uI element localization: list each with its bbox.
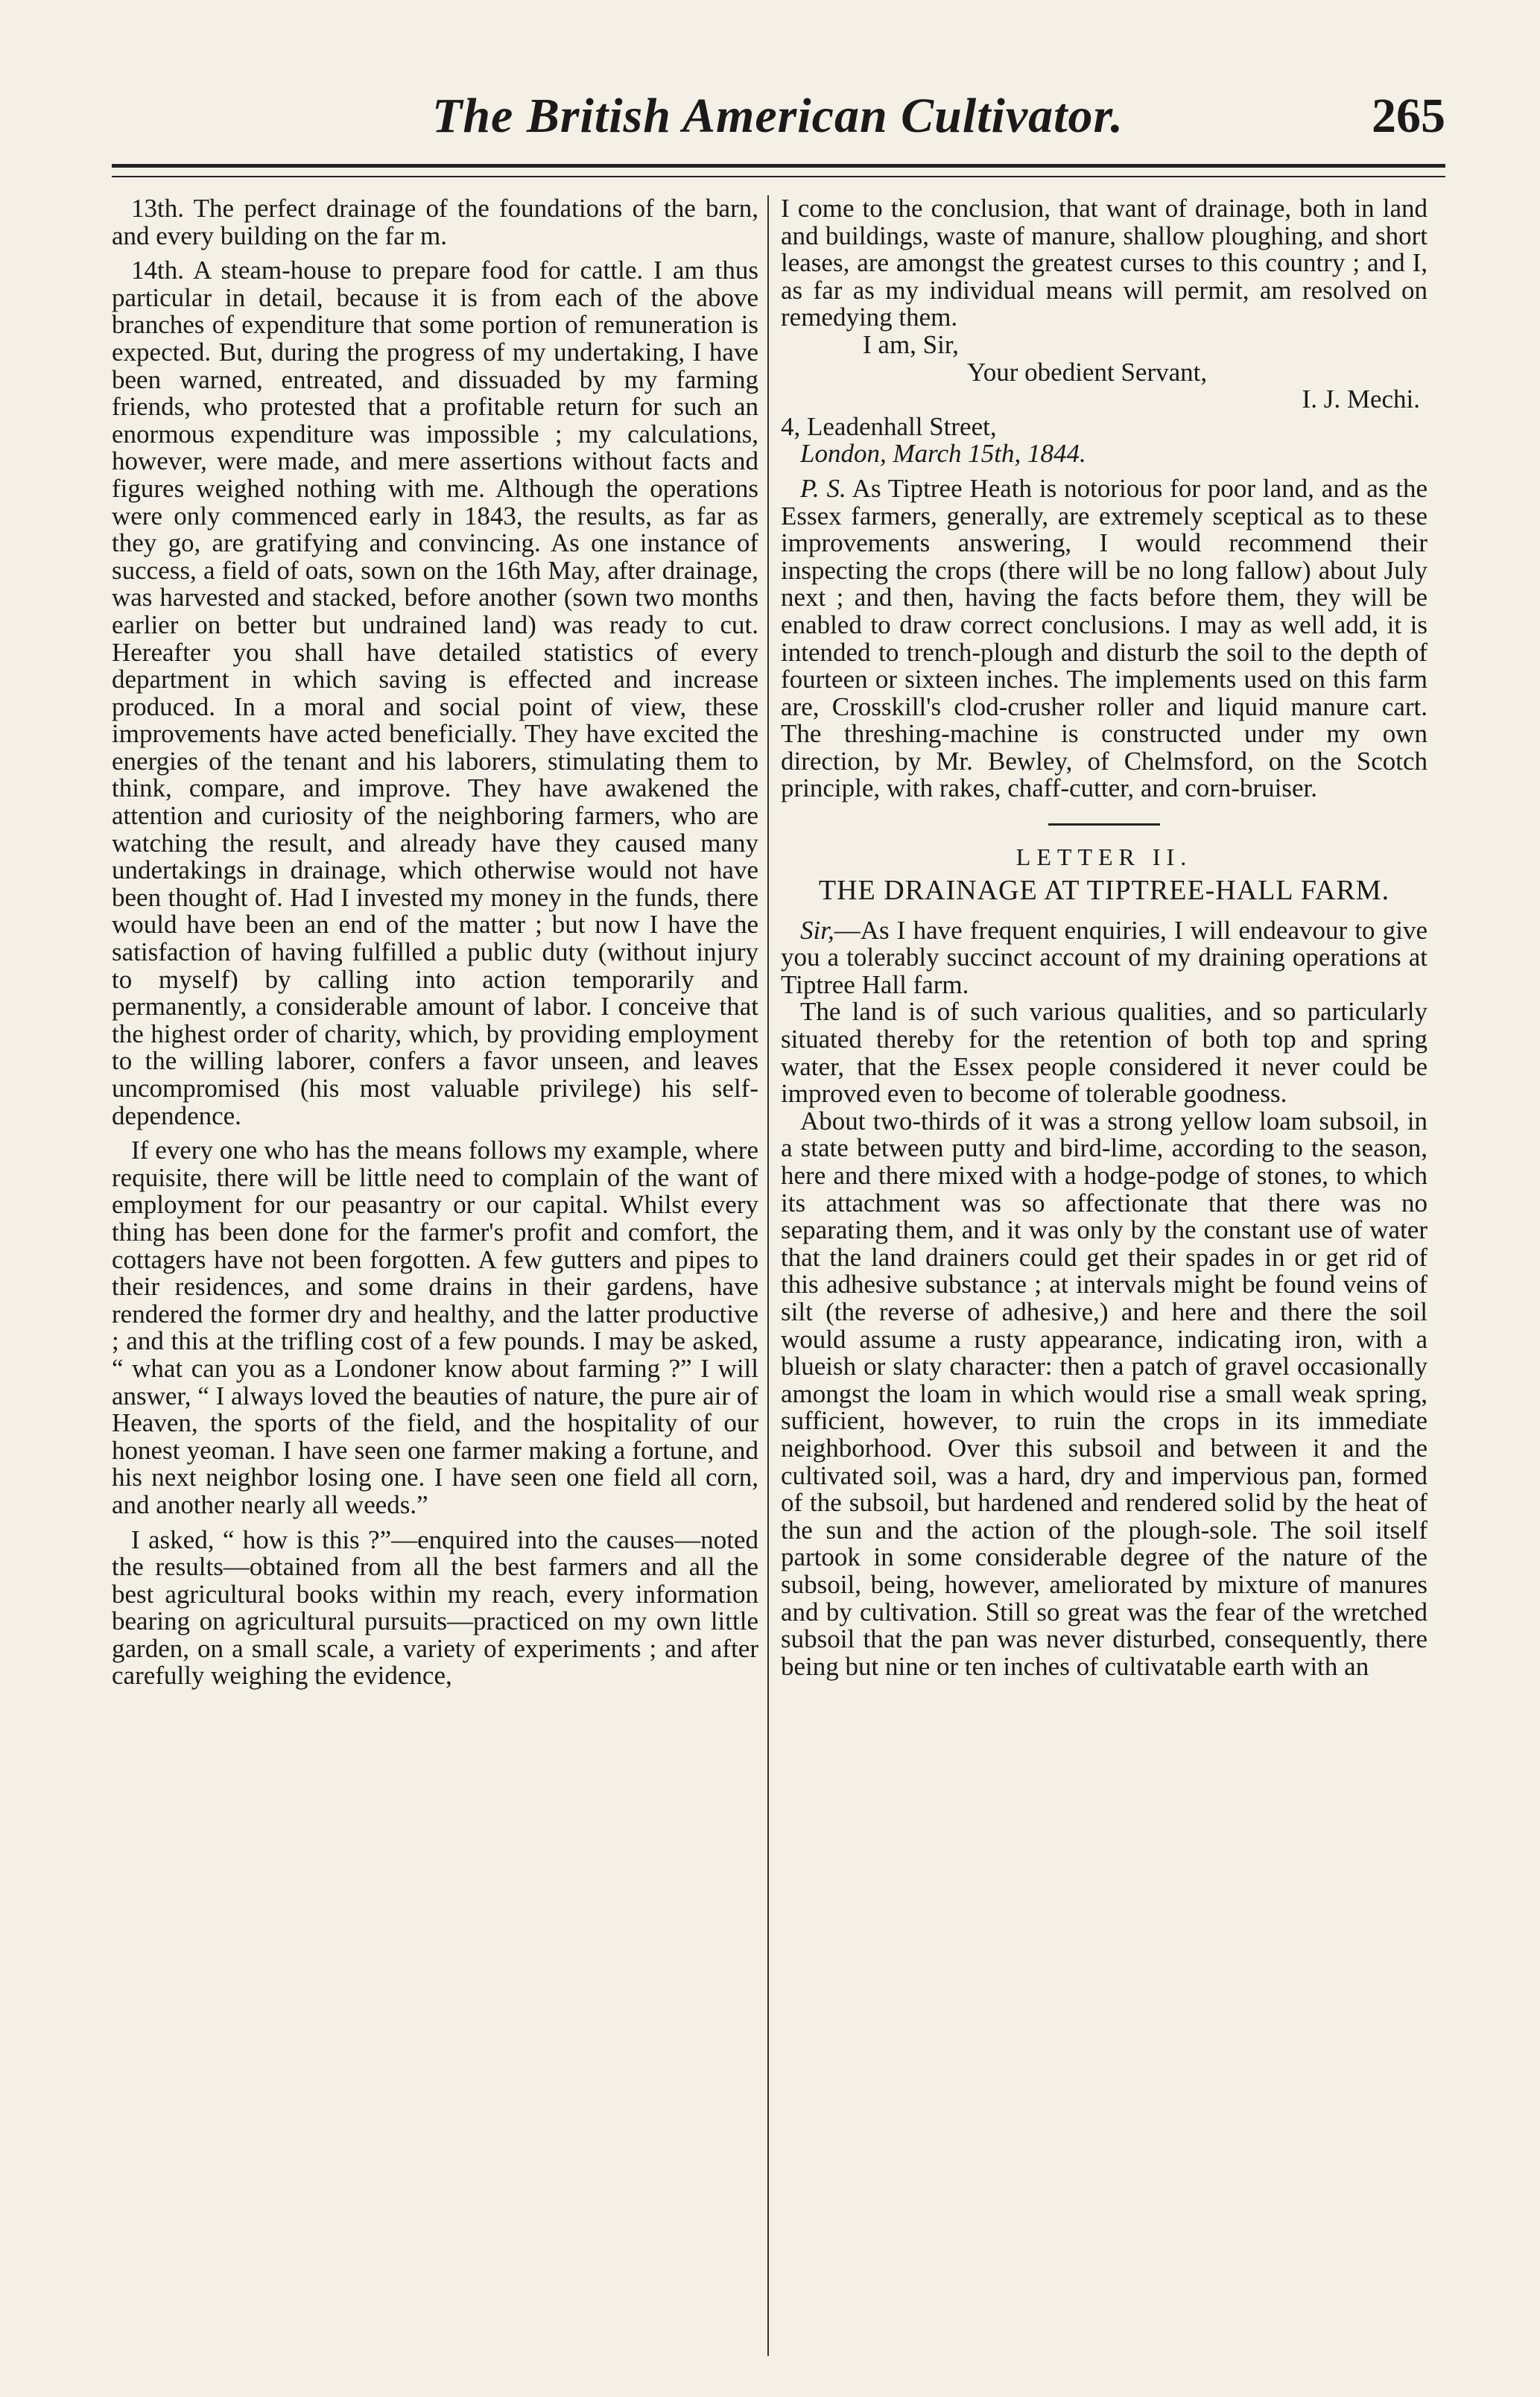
postscript-text: As Tiptree Heath is notorious for poor land, and as the Essex farmers, generally, are extremely sceptical as to these improvements answering, I would recommend their inspecting the crops (there will be no long fallow) about July next ; and then, having the facts before them, they will be enabled to draw correct conclusions. I may as well add, it is intended to trench-plough and disturb the soil to the depth of fourteen or sixteen inches. The implements used on this farm are, Crosskill's clod-crusher roller and liquid manure cart. The threshing-machine is constructed under my own direction, by Mr. Bewley, of Chelmsford, on the Scotch principle, with rakes, chaff-cutter, and corn-bruiser. (781, 473, 1427, 803)
postscript (781, 475, 1427, 802)
letter-closing-servant: Your obedient Servant, (967, 357, 1208, 387)
paragraph: The land is of such various qualities, and so particularly situated thereby for the retention of both top and spring water, that the Essex people considered it never could be improved even to become of tolerable goodness. (781, 997, 1427, 1109)
paragraph: 13th. The perfect drainage of the foundations of the barn, and every building on the far m. (112, 195, 758, 250)
letter-heading: LETTER II. (1015, 843, 1193, 871)
paragraph (781, 917, 1427, 999)
paragraph: I come to the conclusion, that want of drainage, both in land and buildings, waste of manure, shallow ploughing, and short leases, are amongst the greatest curses to this country ; and I, as far as my individual means will permit, am resolved on remedying them. (781, 195, 1427, 332)
postscript-label: P. S. (800, 473, 846, 503)
letter-closing: I am, Sir, (863, 329, 959, 359)
header-rule-thin (112, 176, 1445, 177)
column-divider (767, 195, 769, 2356)
paragraph: 14th. A steam-house to prepare food for cattle. I am thus particular in detail, because it is from each of the above branches of expenditure that some portion of remuneration is expected. But, during the progress of my undertaking, I have been warned, entreated, and dissuaded by my farming friends, who protested that a profitable return for such an enormous expenditure was impossible ; my calculations, however, were made, and mere assertions without facts and figures weighed nothing with me. Although the operations were only commenced early in 1843, the results, as far as they go, are gratifying and convincing. As one instance of success, a field of oats, sown on the 16th May, after drainage, was harvested and stacked, before another (sown two months earlier on better but undrained land) was ready to cut. Hereafter you shall have detailed statistics of every department in which saving is effected and increase produced. In a moral and social point of view, these improvements have acted beneficially. They have excited the energies of the tenant and his laborers, stimulating them to think, compare, and improve. They have awakened the attention and curiosity of the neighboring farmers, who are watching the result, and already have they caused many undertakings in drainage, which otherwise would not have been thought of. Had I invested my money in the funds, there would have been an end of the matter ; but now I have the satisfaction of having fulfilled a public duty (without injury to myself) by calling into action temporarily and permanently, a considerable amount of labor. I conceive that the highest order of charity, which, by providing employment to the willing laborer, confers a favor unseen, and leaves uncompromised (his most valuable privilege) his self-dependence. (112, 256, 758, 1130)
address-date-text: London, March 15th, 1844. (800, 439, 1086, 469)
paragraph: If every one who has the means follows my example, where requisite, there will be little need to complain of the want of employment for our peasantry or our capital. Whilst every thing has been done for the farmer's profit and comfort, the cottagers have not been forgotten. A few gutters and pipes to their residences, and some drains in their gardens, have rendered the former dry and healthy, and the latter productive ; and this at the trifling cost of a few pounds. I may be asked, “ what can you as a Londoner know about farming ?” I will answer, “ I always loved the beauties of nature, the pure air of Heaven, the sports of the field, and the hospitality of our honest yeoman. I have seen one farmer making a fortune, and his next neighbor losing one. I have seen one field all corn, and another nearly all weeds.” (112, 1136, 758, 1519)
address-line: 4, Leadenhall Street, (781, 411, 997, 441)
paragraph: About two-thirds of it was a strong yellow loam subsoil, in a state between putty and bird-lime, according to the season, here and there mixed with a hodge-podge of stones, to which its attachment was so affectionate that there was no separating them, and it was only by the constant use of water that the land drainers could get their spades in or get rid of this adhesive substance ; at intervals might be found veins of silt (the reverse of adhesive,) and here and there the soil would assume a rusty appearance, indicating iron, with a blueish or slaty character: then a patch of gravel occasionally amongst the loam in which would rise a small weak spring, sufficient, however, to ruin the crops in its immediate neighborhood. Over this subsoil and between it and the cultivated soil, was a hard, dry and impervious pan, formed of the subsoil, but hardened and rendered solid by the heat of the sun and the action of the plough-sole. The soil itself partook in some considerable degree of the nature of the subsoil, being, however, ameliorated by mixture of manures and by cultivation. Still so great was the fear of the wretched subsoil that the pan was never disturbed, consequently, there being but nine or ten inches of cultivatable earth with an (781, 1106, 1427, 1681)
right-column (781, 195, 1427, 2356)
article-title: THE DRAINAGE AT TIPTREE-HALL FARM. (818, 874, 1390, 906)
section-divider (1048, 823, 1160, 826)
running-title: The British American Cultivator. (432, 89, 1124, 143)
paragraph-text: —As I have frequent enquiries, I will endeavour to give you a tolerably succinct account of my draining operations at Tiptree Hall farm. (781, 915, 1427, 999)
paragraph: I asked, “ how is this ?”—enquired into the causes—noted the results—obtained from all the best farmers and all the best agricultural books within my reach, every information bearing on agricultural pursuits—practiced on my own little garden, on a small scale, a variety of experiments ; and after carefully weighing the evidence, (112, 1524, 758, 1691)
address-date (781, 440, 1427, 468)
header-rule-thick (112, 164, 1445, 168)
page-header (112, 88, 1445, 155)
signature: I. J. Mechi. (1302, 384, 1420, 414)
page-number: 265 (1372, 89, 1445, 143)
left-column (112, 195, 758, 2356)
salutation: Sir, (800, 915, 834, 945)
